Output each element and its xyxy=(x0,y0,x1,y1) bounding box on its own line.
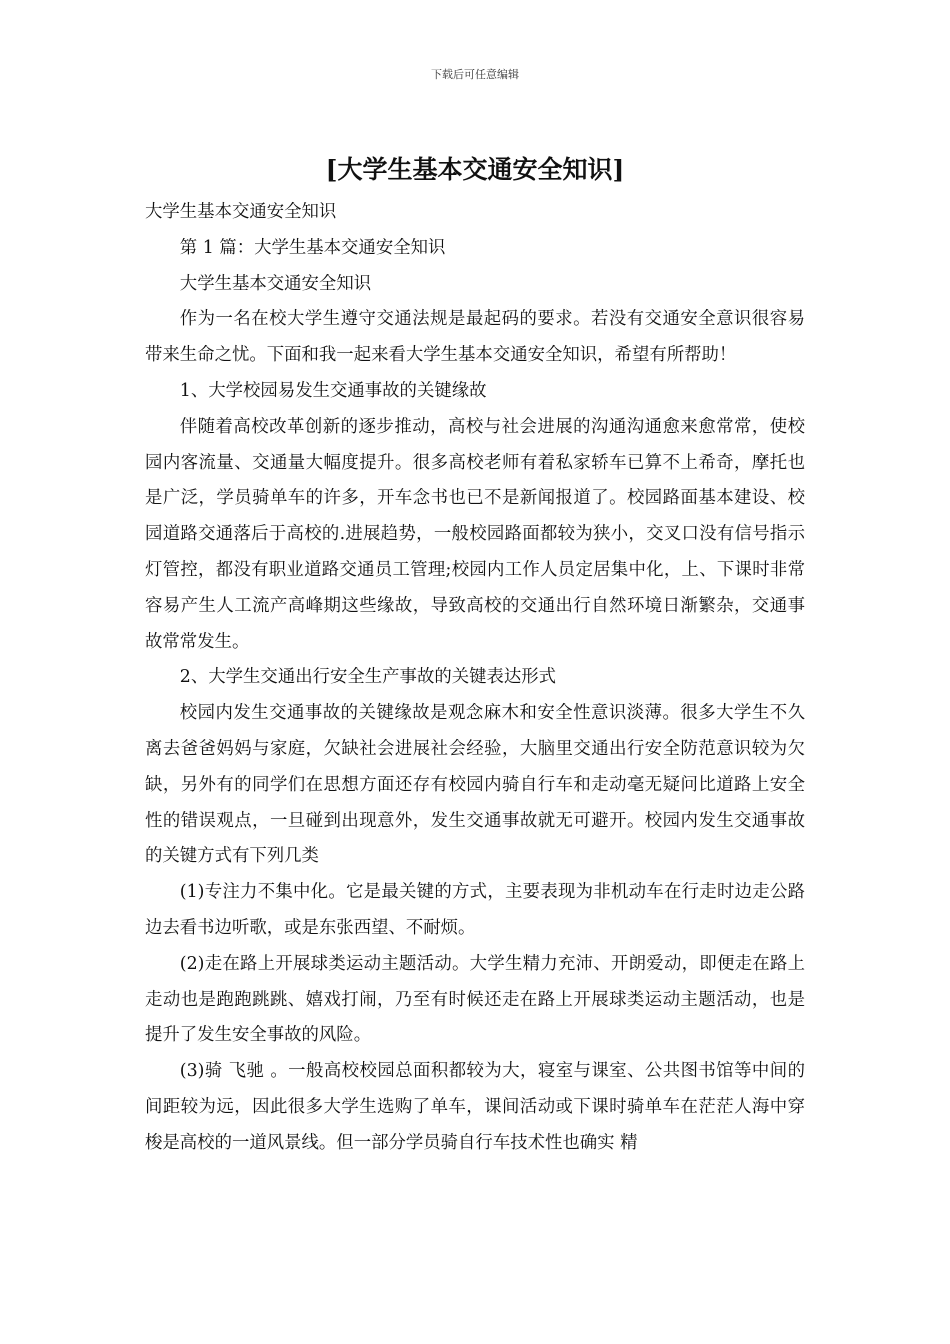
paragraph-item-3: (3)骑 飞驰 。一般高校校园总面积都较为大，寝室与课室、公共图书馆等中间的间距较为远，因此很多大学生选购了单车，课间活动或下课时骑单车在茫茫人海中穿梭是高校的一道风景线。但一部分学员骑自行车技术性也确实 精 xyxy=(145,1061,805,1153)
paragraph-heading-2: 2、大学生交通出行安全生产事故的关键表达形式 xyxy=(179,667,557,688)
paragraph-intro: 作为一名在校大学生遵守交通法规是最起码的要求。若没有交通安全意识很容易带来生命之忧。下面和我一起来看大学生基本交通安全知识，希望有所帮助！ xyxy=(145,309,805,366)
document-title: [大学生基本交通安全知识] xyxy=(325,155,625,184)
paragraph-section-heading: 第 1 篇：大学生基本交通安全知识 xyxy=(179,237,446,258)
paragraph-item-2: (2)走在路上开展球类运动主题活动。大学生精力充沛、开朗爱动，即便走在路上走动也是跑跑跳跳、嬉戏打闹，乃至有时候还走在路上开展球类运动主题活动，也是提升了发生安全事故的风险。 xyxy=(145,953,805,1046)
paragraph-heading: 大学生基本交通安全知识 xyxy=(179,273,372,294)
paragraph-body-2: 校园内发生交通事故的关键缘故是观念麻木和安全性意识淡薄。很多大学生不久离去爸爸妈妈与家庭，欠缺社会进展社会经验，大脑里交通出行安全防范意识较为欠缺，另外有的同学们在思想方面还存有校园内骑自行车和走动毫无疑问比道路上安全性的错误观点，一旦碰到出现意外，发生交通事故就无可避开。校园内发生交通事故的关键方式有下列几类 xyxy=(145,703,805,867)
paragraph-item-1: (1)专注力不集中化。它是最关键的方式，主要表现为非机动车在行走时边走公路边去看书边听歌，或是东张西望、不耐烦。 xyxy=(145,882,805,938)
paragraph-heading-1: 1、大学校园易发生交通事故的关键缘故 xyxy=(179,380,487,401)
paragraph-body-1: 伴随着高校改革创新的逐步推动，高校与社会进展的沟通沟通愈来愈常常，使校园内客流量、交通量大幅度提升。很多高校老师有着私家轿车已算不上希奇，摩托也是广泛，学员骑单车的许多，开车念书也已不是新闻报道了。校园路面基本建设、校园道路交通落后于高校的.进展趋势，一般校园路面都较为狭小，交叉口没有信号指示灯管控，都没有职业道路交通员工管理;校园内工作人员定居集中化，上、下课时非常容易产生人工流产高峰期这些缘故，导致高校的交通出行自然环境日渐繁杂，交通事故常常发生。 xyxy=(145,416,805,652)
page-header-note: 下载后可任意编辑 xyxy=(431,68,519,81)
paragraph-subtitle: 大学生基本交通安全知识 xyxy=(145,202,337,222)
document-body xyxy=(145,195,805,1162)
